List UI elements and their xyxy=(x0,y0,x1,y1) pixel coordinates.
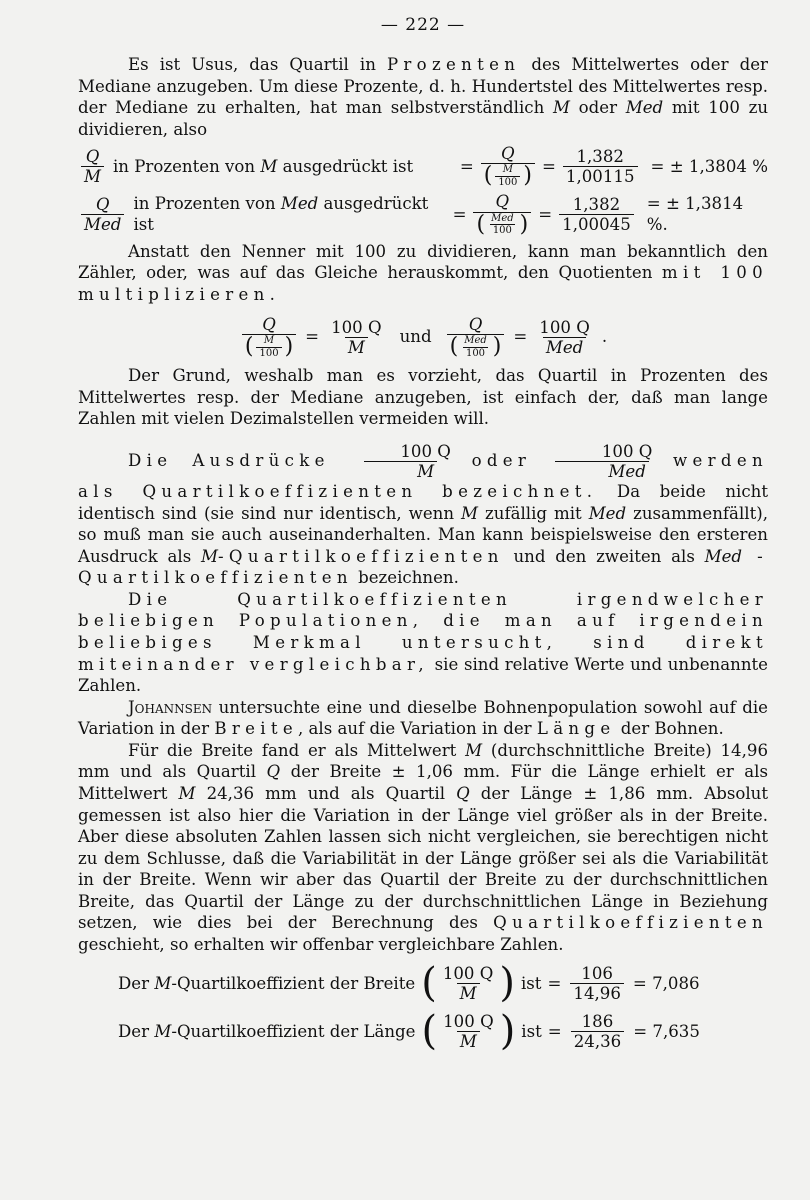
parenthesis: ( $\frac{\text{Med}}{100}$ ) xyxy=(476,211,529,237)
spaced-text: Prozenten xyxy=(386,55,521,75)
parenthesis: ( $\frac{M}{100}$ ) xyxy=(483,163,532,189)
equation-multiply xyxy=(78,315,768,359)
spaced-text: -Quartilkoeffizienten xyxy=(218,546,504,566)
denominator: Med xyxy=(543,337,586,357)
paragraph-populations xyxy=(78,589,768,697)
denominator xyxy=(447,334,505,359)
numerator: Med xyxy=(464,335,487,347)
fraction-q-m xyxy=(81,147,104,186)
spaced-text: Länge xyxy=(536,719,616,739)
fraction-100q-m xyxy=(440,964,497,1003)
page-number: — 222 — xyxy=(380,15,466,35)
text: ausgedrückt ist xyxy=(133,193,429,235)
denominator: 24,36 xyxy=(571,1031,625,1051)
denominator: M xyxy=(364,461,437,481)
fraction-100q-med xyxy=(549,442,656,481)
symbol-m: M xyxy=(154,1021,172,1041)
text: -Quartilkoeffizient der Breite xyxy=(171,973,416,993)
fraction-100q-m xyxy=(347,442,454,481)
equation-q-over-med xyxy=(78,192,768,236)
calculation-breite xyxy=(118,960,768,1007)
text: Der xyxy=(118,1021,155,1041)
symbol-med: Med xyxy=(588,503,627,523)
fraction-100q-m xyxy=(440,1012,497,1051)
fraction-med-100 xyxy=(488,213,517,237)
text: des Mittelwertes oder der Mediane anzugeben. Um diese Prozente, d. h. Hundertstel des Mittelwertes resp. der Mediane zu erhalten, hat man selbstverständlich xyxy=(78,55,768,118)
text: zusammenfällt), so muß man sie auch auseinanderhalten. Man kann beispielsweise den ersteren Ausdruck als xyxy=(78,503,768,566)
numerator: 100 Q xyxy=(442,963,494,983)
equation-rhs xyxy=(460,144,768,188)
symbol-m: M xyxy=(552,98,570,118)
numerator: Q xyxy=(468,315,483,335)
numerator: 186 xyxy=(581,1011,614,1031)
fraction-values xyxy=(570,964,624,1003)
equals-sign: = xyxy=(459,156,474,176)
denominator xyxy=(473,212,531,237)
symbol-m: M xyxy=(465,740,483,760)
fraction-values xyxy=(563,147,638,186)
symbol-m: M xyxy=(201,546,218,566)
numerator: 1,382 xyxy=(576,146,624,166)
spaced-text: Quartilkoeffizienten xyxy=(493,913,768,933)
text: Da beide nicht identisch sind (sie sind nur identisch, wenn xyxy=(78,482,769,523)
text: Der xyxy=(118,973,155,993)
spaced-text: Die Quartilkoeffizienten irgendwelcher beliebigen Populationen, die man auf irgendein beliebiges Merkmal untersucht, sind direkt miteinander vergleichbar, xyxy=(78,589,768,674)
text: untersuchte eine und dieselbe Bohnenpopulation sowohl auf die Variation in der xyxy=(78,697,768,739)
denominator: M xyxy=(81,166,104,186)
calc-result: = 7,086 xyxy=(632,973,700,993)
paragraph-reason: Der Grund, weshalb man es vorzieht, das Quartil in Prozenten des Mittelwertes resp. der Mediane anzugeben, ist einfach der, daß man lange Zahlen mit vielen Dezimalstellen vermeiden will. xyxy=(78,366,768,429)
paragraph-measurements xyxy=(78,740,768,956)
calc-result: = 7,635 xyxy=(633,1021,700,1041)
denominator: M xyxy=(457,1031,480,1051)
text: -Quartilkoeffizient der Länge xyxy=(171,1021,416,1041)
und-word: und xyxy=(399,327,432,347)
fraction-q-m100 xyxy=(242,315,296,359)
equals-sign: = xyxy=(305,327,320,347)
equation-rhs xyxy=(453,192,768,236)
denominator: 1,00045 xyxy=(559,214,634,234)
symbol-q: Q xyxy=(456,783,470,803)
spaced-text: werden als Quartilkoeffizienten bezeichnet. xyxy=(78,451,768,502)
numerator: Q xyxy=(495,192,510,212)
numerator: 106 xyxy=(581,963,613,983)
text: sie sind relative Werte und unbenannte Zahlen. xyxy=(78,654,768,696)
period: . xyxy=(601,327,608,347)
paragraph-expressions xyxy=(78,442,768,589)
fraction-q-med100 xyxy=(473,192,531,236)
spaced-text: Die Ausdrücke xyxy=(128,451,330,471)
equals-sign: = xyxy=(547,973,562,993)
symbol-q: Q xyxy=(266,762,281,782)
text: geschieht, so erhalten wir offenbar vergleichbare Zahlen. xyxy=(78,934,564,954)
spaced-text: - Quartilkoeffizienten xyxy=(78,546,768,588)
equation-q-over-m xyxy=(78,144,768,188)
calc-label xyxy=(118,1021,416,1043)
fraction-med-100 xyxy=(461,335,490,359)
text: Anstatt den Nenner mit 100 zu dividieren, kann man bekanntlich den Zähler, oder, was auf das Gleiche herauskommt, den Quotienten xyxy=(78,241,768,283)
spaced-text: mit 100 multiplizieren. xyxy=(78,263,768,304)
denominator: 1,00115 xyxy=(563,166,638,186)
numerator: Q xyxy=(501,144,515,164)
text: der Länge ± 1,86 mm. Absolut gemessen ist also hier die Variation in der Länge viel größer als in der Breite. Aber diese absoluten Zahlen lassen sich nicht vergleichen, sie berechtigen nicht zu dem Schlusse, daß die Variabilität in der Länge größer sei als die Variabilität in der Breite. Wenn wir aber das Quartil der Breite zu der durchschnittlichen Breite, das Quartil der Länge zu der durchschnittlichen Länge in Beziehung setzen, wie dies bei der Berechnung des xyxy=(78,783,769,933)
denominator: 100 xyxy=(256,347,281,360)
equals-sign: = xyxy=(542,156,556,176)
author-name: Johannsen xyxy=(128,697,213,717)
equals-sign: = xyxy=(452,204,467,224)
ist-word: ist xyxy=(521,1021,542,1041)
text: (durchschnittliche Breite) 14,96 mm und als Quartil xyxy=(78,740,769,782)
text: der Breite ± 1,06 mm. Für die Länge erhielt er als Mittelwert xyxy=(78,762,769,803)
fraction-q-med100 xyxy=(447,315,505,359)
fraction-q-med xyxy=(81,195,124,234)
numerator: 1,382 xyxy=(572,194,621,214)
numerator: M xyxy=(263,335,275,347)
text: Es ist Usus, das Quartil in xyxy=(128,55,387,75)
fraction-100q-m xyxy=(328,318,385,357)
denominator xyxy=(481,163,535,188)
numerator: 100 Q xyxy=(400,441,451,461)
parenthesis: ( $\frac{M}{100}$ ) xyxy=(244,334,294,360)
symbol-m: M xyxy=(461,503,479,523)
paragraph-multiply xyxy=(78,241,768,306)
equation-text xyxy=(113,156,413,178)
text: in Prozenten von xyxy=(113,156,261,176)
ist-word: ist xyxy=(520,973,542,993)
text: der Bohnen. xyxy=(615,719,724,739)
equation-result: = ± 1,3804 % xyxy=(650,156,768,176)
numerator: Q xyxy=(262,315,276,335)
text: mit 100 zu dividieren, also xyxy=(78,98,769,139)
numerator: 100 Q xyxy=(601,441,653,461)
equals-sign: = xyxy=(513,327,528,347)
text: in Prozenten von xyxy=(133,193,281,213)
numerator: 100 Q xyxy=(443,1011,494,1031)
denominator: 100 xyxy=(463,347,488,360)
numerator: Q xyxy=(95,194,110,214)
fraction-values xyxy=(559,195,634,234)
numerator: Q xyxy=(85,146,100,166)
symbol-med: Med xyxy=(625,98,664,118)
symbol-m: M xyxy=(260,156,278,176)
text: ausgedrückt ist xyxy=(277,156,414,176)
denominator: 14,96 xyxy=(570,983,624,1003)
denominator: M xyxy=(457,983,480,1003)
parenthesis: ( $\frac{100 Q}{M}$ ) xyxy=(421,1008,516,1055)
fraction-100q-med xyxy=(536,318,593,357)
fraction-q-m100 xyxy=(481,144,535,188)
fraction-m-100 xyxy=(495,164,520,188)
symbol-med: Med xyxy=(704,546,743,566)
fraction-m-100 xyxy=(256,335,281,359)
denominator: Med xyxy=(555,461,648,481)
denominator: M xyxy=(345,337,368,357)
text: , als auf die Variation in der xyxy=(297,719,537,739)
equation-text xyxy=(133,193,452,236)
parenthesis: ( $\frac{\text{Med}}{100}$ ) xyxy=(449,334,502,360)
parenthesis: ( $\frac{100 Q}{M}$ ) xyxy=(421,960,515,1007)
calc-label xyxy=(118,973,415,995)
symbol-m: M xyxy=(178,783,196,803)
equals-sign: = xyxy=(538,204,553,224)
numerator: 100 Q xyxy=(539,317,590,337)
text: zufällig mit xyxy=(478,503,589,523)
text: 24,36 mm und als Quartil xyxy=(195,783,457,803)
denominator: Med xyxy=(81,214,124,234)
text: oder xyxy=(569,98,626,118)
spaced-text: Breite xyxy=(214,719,298,739)
equation-result: = ± 1,3814 %. xyxy=(646,193,744,235)
denominator: 100 xyxy=(490,224,515,237)
symbol-m: M xyxy=(154,973,172,993)
fraction-values xyxy=(571,1012,625,1051)
paragraph-johannsen xyxy=(78,697,768,740)
spaced-text: oder xyxy=(471,451,532,471)
calculation-laenge xyxy=(118,1008,768,1055)
text: bezeichnen. xyxy=(352,568,459,588)
numerator: M xyxy=(502,164,513,176)
denominator xyxy=(242,334,296,359)
equals-sign: = xyxy=(547,1021,562,1041)
paragraph-intro xyxy=(78,54,768,140)
text: Für die Breite fand er als Mittelwert xyxy=(128,740,466,760)
numerator: Med xyxy=(491,212,514,224)
text: und den zweiten als xyxy=(503,546,705,566)
symbol-med: Med xyxy=(280,193,319,213)
denominator: 100 xyxy=(495,176,520,189)
numerator: 100 Q xyxy=(331,317,382,337)
